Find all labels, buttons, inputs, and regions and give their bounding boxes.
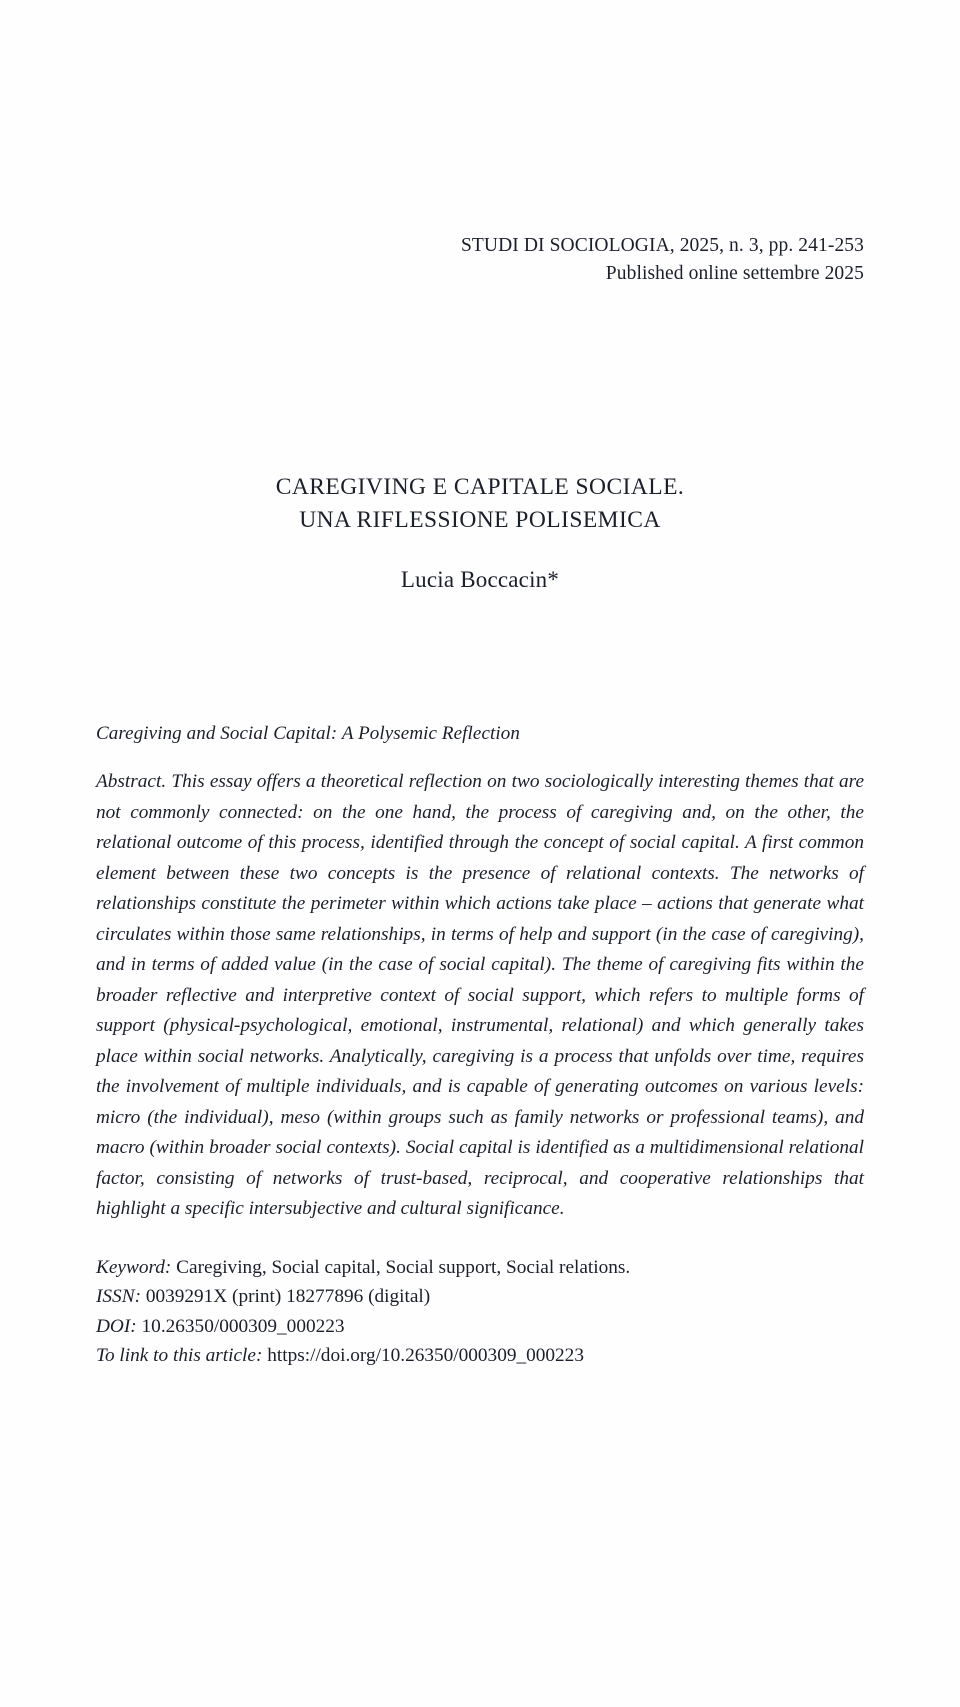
doi-value: 10.26350/000309_000223 <box>141 1315 345 1337</box>
issn-value: 0039291X (print) 18277896 (digital) <box>145 1286 431 1308</box>
article-link-label: To link to this article: <box>96 1345 263 1367</box>
article-link-row <box>96 1341 864 1371</box>
page-title-line-1: CAREGIVING E CAPITALE SOCIALE. <box>275 473 685 500</box>
keyword-label: Keyword: <box>96 1256 172 1278</box>
abstract-label: Abstract. <box>96 771 167 793</box>
page-title-line-2: UNA RIFLESSIONE POLISEMICA <box>299 506 661 533</box>
title-block <box>96 471 864 594</box>
keyword-value: Caregiving, Social capital, Social support, Social relations. <box>176 1256 631 1278</box>
page-content <box>96 0 864 1371</box>
journal-published-date: Published online settembre 2025 <box>605 263 864 285</box>
abstract-text: This essay offers a theoretical reflection on two sociologically interesting themes that are not commonly connected: on the one hand, the process of caregiving and, on the other, the relational outcome of this process, identified through the concept of social capital. A first common element between these two concepts is the presence of relational contexts. The networks of relationships constitute the perimeter within which actions take place – actions that generate what circulates within those same relationships, in terms of help and support (in the case of caregiving), and in terms of added value (in the case of social capital). The theme of caregiving fits within the broader reflective and interpretive context of social support, which refers to multiple forms of support (physical-psychological, emotional, instrumental, relational) and which generally takes place within social networks. Analytically, caregiving is a process that unfolds over time, requires the involvement of multiple individuals, and is capable of generating outcomes on various levels: micro (the individual), meso (within groups such as family networks or professional teams), and macro (within broader social contexts). Social capital is identified as a multidimensional relational factor, consisting of networks of trust-based, reciprocal, and cooperative relationships that highlight a specific intersubjective and cultural significance. <box>96 771 864 1220</box>
issn-label: ISSN: <box>96 1286 141 1308</box>
english-title: Caregiving and Social Capital: A Polysemic Reflection <box>96 723 520 745</box>
abstract-paragraph <box>96 767 864 1224</box>
article-link-url[interactable]: https://doi.org/10.26350/000309_000223 <box>267 1345 584 1367</box>
journal-citation: STUDI DI SOCIOLOGIA, 2025, n. 3, pp. 241-253 <box>460 235 864 256</box>
keyword-row <box>96 1253 864 1283</box>
metadata-block <box>96 1253 864 1371</box>
issn-row <box>96 1282 864 1312</box>
author-name: Lucia Boccacin* <box>400 567 560 593</box>
journal-header <box>96 232 864 289</box>
abstract-block <box>96 723 864 1224</box>
doi-row <box>96 1312 864 1342</box>
doi-label: DOI: <box>96 1315 137 1337</box>
